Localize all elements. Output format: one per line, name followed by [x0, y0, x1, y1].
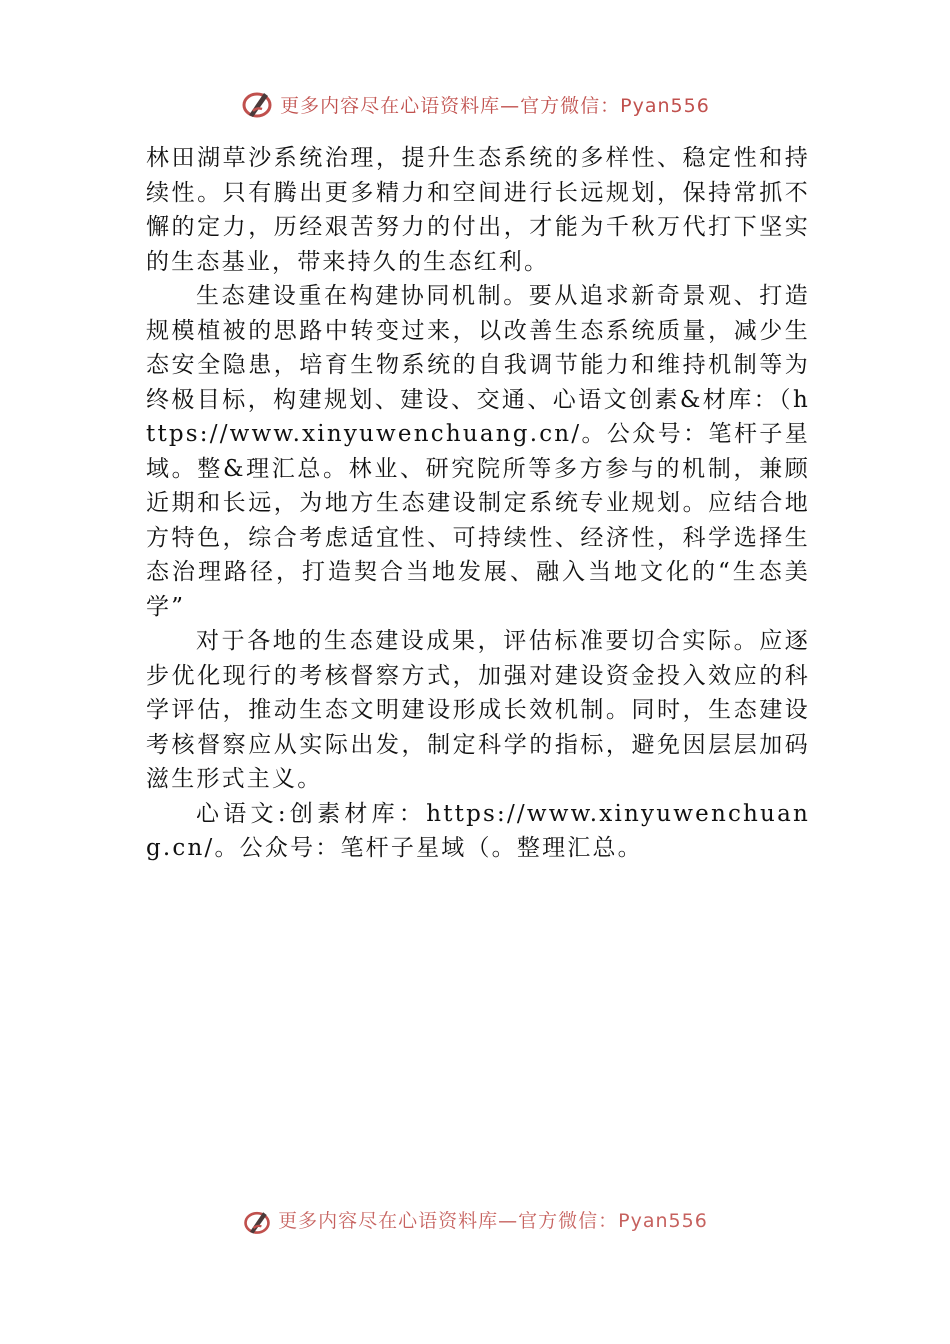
pen-logo-icon	[240, 87, 274, 121]
paragraph-3: 对于各地的生态建设成果，评估标准要切合实际。应逐步优化现行的考核督察方式，加强对建设资金投入效应的科学评估，推动生态文明建设形成长效机制。同时，生态建设考核督察应从实际出发，制定科学的指标，避免因层层加码滋生形式主义。	[146, 628, 810, 792]
paragraph-1: 林田湖草沙系统治理，提升生态系统的多样性、稳定性和持续性。只有腾出更多精力和空间进行长远规划，保持常抓不懈的定力，历经艰苦努力的付出，才能为千秋万代打下坚实的生态基业，带来持久的生态红利。	[146, 145, 810, 275]
pen-logo-icon	[242, 1207, 272, 1237]
watermark-text: 更多内容尽在心语资料库—官方微信：Pyan556	[280, 94, 710, 117]
paragraph-4: 心语文:创素材库：https://www.xinyuwenchuang.cn/。公众号：笔杆子星域（。整理汇总。	[146, 800, 810, 861]
paragraph-2: 生态建设重在构建协同机制。要从追求新奇景观、打造规模植被的思路中转变过来，以改善生态系统质量，减少生态安全隐患，培育生物系统的自我调节能力和维持机制等为终极目标，构建规划、建设、交通、心语文创素&材库：（https://www.xinyuwenchuang.cn/。公众号：笔杆子星域。整&理汇总。林业、研究院所等多方参与的机制，兼顾近期和长远，为地方生态建设制定系统专业规划。应结合地方特色，综合考虑适宜性、可持续性、经济性，科学选择生态治理路径，打造契合当地发展、融入当地文化的“生态美学”	[146, 283, 810, 620]
document-body	[146, 141, 810, 866]
header-watermark	[0, 84, 950, 124]
footer-watermark	[0, 1206, 950, 1238]
watermark-text: 更多内容尽在心语资料库—官方微信：Pyan556	[278, 1211, 708, 1232]
